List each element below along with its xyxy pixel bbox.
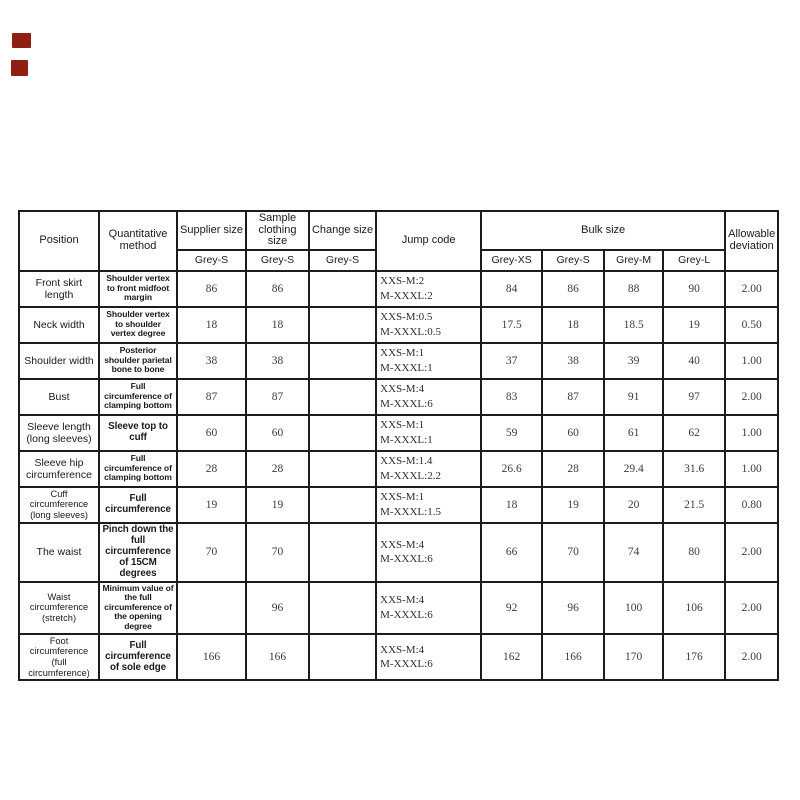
bulk-xs-value: 59 — [481, 415, 542, 451]
jump-line-1: XXS-M:1 — [380, 491, 425, 504]
supplier-value: 86 — [177, 271, 246, 307]
position-cell: Sleeve length (long sleeves) — [19, 415, 99, 451]
bulk-s-value: 60 — [542, 415, 604, 451]
bulk-s-value: 38 — [542, 343, 604, 379]
position-cell: Bust — [19, 379, 99, 415]
jump-line-2: M-XXXL:2 — [380, 289, 433, 302]
subheader-bulk-grey-m: Grey-M — [604, 250, 663, 271]
header-quantitative-method: Quantitative method — [99, 211, 177, 271]
bulk-xs-value: 66 — [481, 523, 542, 582]
method-cell: Shoulder vertex to front midfoot margin — [99, 271, 177, 307]
position-cell: The waist — [19, 523, 99, 582]
header-supplier-size: Supplier size — [177, 211, 246, 250]
bulk-m-value: 39 — [604, 343, 663, 379]
position-cell: Front skirt length — [19, 271, 99, 307]
bulk-s-value: 28 — [542, 451, 604, 487]
method-cell: Sleeve top to cuff — [99, 415, 177, 451]
bulk-s-value: 18 — [542, 307, 604, 343]
bulk-xs-value: 26.6 — [481, 451, 542, 487]
jump-code-cell — [376, 415, 481, 451]
sample-value: 38 — [246, 343, 309, 379]
deviation-value: 2.00 — [725, 379, 778, 415]
subheader-bulk-grey-l: Grey-L — [663, 250, 725, 271]
method-cell: Full circumference of clamping bottom — [99, 379, 177, 415]
subheader-sample-grey-s: Grey-S — [246, 250, 309, 271]
subheader-bulk-grey-xs: Grey-XS — [481, 250, 542, 271]
bulk-xs-value: 92 — [481, 582, 542, 634]
supplier-value: 38 — [177, 343, 246, 379]
change-size-cell — [309, 487, 376, 523]
bulk-s-value: 19 — [542, 487, 604, 523]
jump-line-1: XXS-M:1 — [380, 419, 425, 432]
jump-line-1: XXS-M:4 — [380, 383, 425, 396]
supplier-value: 19 — [177, 487, 246, 523]
bulk-xs-value: 18 — [481, 487, 542, 523]
jump-line-1: XXS-M:4 — [380, 594, 425, 607]
jump-line-1: XXS-M:4 — [380, 538, 425, 551]
subheader-change-grey-s: Grey-S — [309, 250, 376, 271]
bulk-l-value: 97 — [663, 379, 725, 415]
bulk-l-value: 21.5 — [663, 487, 725, 523]
method-cell: Minimum value of the full circumference of the opening degree — [99, 582, 177, 634]
deviation-value: 0.50 — [725, 307, 778, 343]
position-cell: Sleeve hip circumference — [19, 451, 99, 487]
table-row — [19, 343, 778, 379]
header-change-size: Change size — [309, 211, 376, 250]
jump-line-2: M-XXXL:6 — [380, 397, 433, 410]
table-row — [19, 307, 778, 343]
deviation-value: 1.00 — [725, 415, 778, 451]
header-allowable-deviation: Allowable deviation — [725, 211, 778, 271]
sample-value: 70 — [246, 523, 309, 582]
jump-line-2: M-XXXL:6 — [380, 658, 433, 671]
jump-line-1: XXS-M:4 — [380, 643, 425, 656]
jump-code-cell — [376, 451, 481, 487]
change-size-cell — [309, 451, 376, 487]
jump-line-1: XXS-M:1.4 — [380, 455, 433, 468]
bulk-s-value: 86 — [542, 271, 604, 307]
change-size-cell — [309, 582, 376, 634]
sample-value: 86 — [246, 271, 309, 307]
bulk-m-value: 74 — [604, 523, 663, 582]
bulk-l-value: 176 — [663, 634, 725, 681]
bulk-s-value: 166 — [542, 634, 604, 681]
bulk-m-value: 20 — [604, 487, 663, 523]
method-cell: Full circumference of clamping bottom — [99, 451, 177, 487]
jump-line-2: M-XXXL:6 — [380, 608, 433, 621]
bulk-xs-value: 162 — [481, 634, 542, 681]
supplier-value: 166 — [177, 634, 246, 681]
bulk-s-value: 96 — [542, 582, 604, 634]
jump-code-cell — [376, 634, 481, 681]
sample-value: 166 — [246, 634, 309, 681]
position-cell: Neck width — [19, 307, 99, 343]
bulk-l-value: 40 — [663, 343, 725, 379]
table-row — [19, 271, 778, 307]
bulk-xs-value: 84 — [481, 271, 542, 307]
bulk-l-value: 19 — [663, 307, 725, 343]
size-spec-table — [18, 210, 779, 681]
position-cell: Foot circumference (full circumference) — [19, 634, 99, 681]
method-cell: Posterior shoulder parietal bone to bone — [99, 343, 177, 379]
table-row — [19, 415, 778, 451]
jump-code-cell — [376, 343, 481, 379]
deviation-value: 1.00 — [725, 451, 778, 487]
bulk-xs-value: 83 — [481, 379, 542, 415]
table-row — [19, 523, 778, 582]
jump-code-cell — [376, 271, 481, 307]
header-jump-code: Jump code — [376, 211, 481, 271]
supplier-value: 70 — [177, 523, 246, 582]
jump-line-2: M-XXXL:1 — [380, 433, 433, 446]
deviation-value: 2.00 — [725, 582, 778, 634]
method-cell: Full circumference of sole edge — [99, 634, 177, 681]
jump-line-1: XXS-M:2 — [380, 275, 425, 288]
red-seal-mark-1 — [12, 33, 31, 48]
jump-code-cell — [376, 307, 481, 343]
jump-code-cell — [376, 523, 481, 582]
jump-line-1: XXS-M:0.5 — [380, 311, 433, 324]
jump-line-2: M-XXXL:6 — [380, 553, 433, 566]
header-position: Position — [19, 211, 99, 271]
position-cell: Waist circumference (stretch) — [19, 582, 99, 634]
subheader-supplier-grey-s: Grey-S — [177, 250, 246, 271]
jump-line-1: XXS-M:1 — [380, 347, 425, 360]
table-row — [19, 451, 778, 487]
deviation-value: 0.80 — [725, 487, 778, 523]
bulk-l-value: 31.6 — [663, 451, 725, 487]
change-size-cell — [309, 379, 376, 415]
header-bulk-size: Bulk size — [481, 211, 725, 250]
supplier-value: 18 — [177, 307, 246, 343]
table-row — [19, 634, 778, 681]
table-header — [19, 211, 778, 271]
bulk-m-value: 91 — [604, 379, 663, 415]
red-seal-mark-2 — [11, 60, 28, 76]
bulk-m-value: 170 — [604, 634, 663, 681]
jump-line-2: M-XXXL:0.5 — [380, 325, 441, 338]
change-size-cell — [309, 415, 376, 451]
table-row — [19, 487, 778, 523]
position-cell: Cuff circumference (long sleeves) — [19, 487, 99, 523]
bulk-m-value: 100 — [604, 582, 663, 634]
jump-code-cell — [376, 379, 481, 415]
position-cell: Shoulder width — [19, 343, 99, 379]
method-cell: Full circumference — [99, 487, 177, 523]
method-cell: Shoulder vertex to shoulder vertex degree — [99, 307, 177, 343]
change-size-cell — [309, 271, 376, 307]
deviation-value: 2.00 — [725, 271, 778, 307]
subheader-bulk-grey-s: Grey-S — [542, 250, 604, 271]
bulk-l-value: 90 — [663, 271, 725, 307]
supplier-value: 60 — [177, 415, 246, 451]
table-row — [19, 582, 778, 634]
sample-value: 87 — [246, 379, 309, 415]
bulk-l-value: 80 — [663, 523, 725, 582]
table-row — [19, 379, 778, 415]
bulk-m-value: 18.5 — [604, 307, 663, 343]
table-body — [19, 271, 778, 681]
bulk-s-value: 70 — [542, 523, 604, 582]
sample-value: 18 — [246, 307, 309, 343]
bulk-m-value: 61 — [604, 415, 663, 451]
deviation-value: 1.00 — [725, 343, 778, 379]
method-cell: Pinch down the full circumference of 15CM degrees — [99, 523, 177, 582]
supplier-value — [177, 582, 246, 634]
supplier-value: 87 — [177, 379, 246, 415]
change-size-cell — [309, 634, 376, 681]
supplier-value: 28 — [177, 451, 246, 487]
jump-code-cell — [376, 582, 481, 634]
sample-value: 19 — [246, 487, 309, 523]
jump-code-cell — [376, 487, 481, 523]
sample-value: 60 — [246, 415, 309, 451]
change-size-cell — [309, 523, 376, 582]
bulk-l-value: 62 — [663, 415, 725, 451]
bulk-xs-value: 37 — [481, 343, 542, 379]
bulk-xs-value: 17.5 — [481, 307, 542, 343]
sample-value: 28 — [246, 451, 309, 487]
bulk-m-value: 29.4 — [604, 451, 663, 487]
deviation-value: 2.00 — [725, 634, 778, 681]
jump-line-2: M-XXXL:2.2 — [380, 469, 441, 482]
change-size-cell — [309, 307, 376, 343]
bulk-s-value: 87 — [542, 379, 604, 415]
bulk-l-value: 106 — [663, 582, 725, 634]
jump-line-2: M-XXXL:1 — [380, 361, 433, 374]
bulk-m-value: 88 — [604, 271, 663, 307]
jump-line-2: M-XXXL:1.5 — [380, 505, 441, 518]
change-size-cell — [309, 343, 376, 379]
header-sample-clothing-size: Sample clothing size — [246, 211, 309, 250]
deviation-value: 2.00 — [725, 523, 778, 582]
sample-value: 96 — [246, 582, 309, 634]
